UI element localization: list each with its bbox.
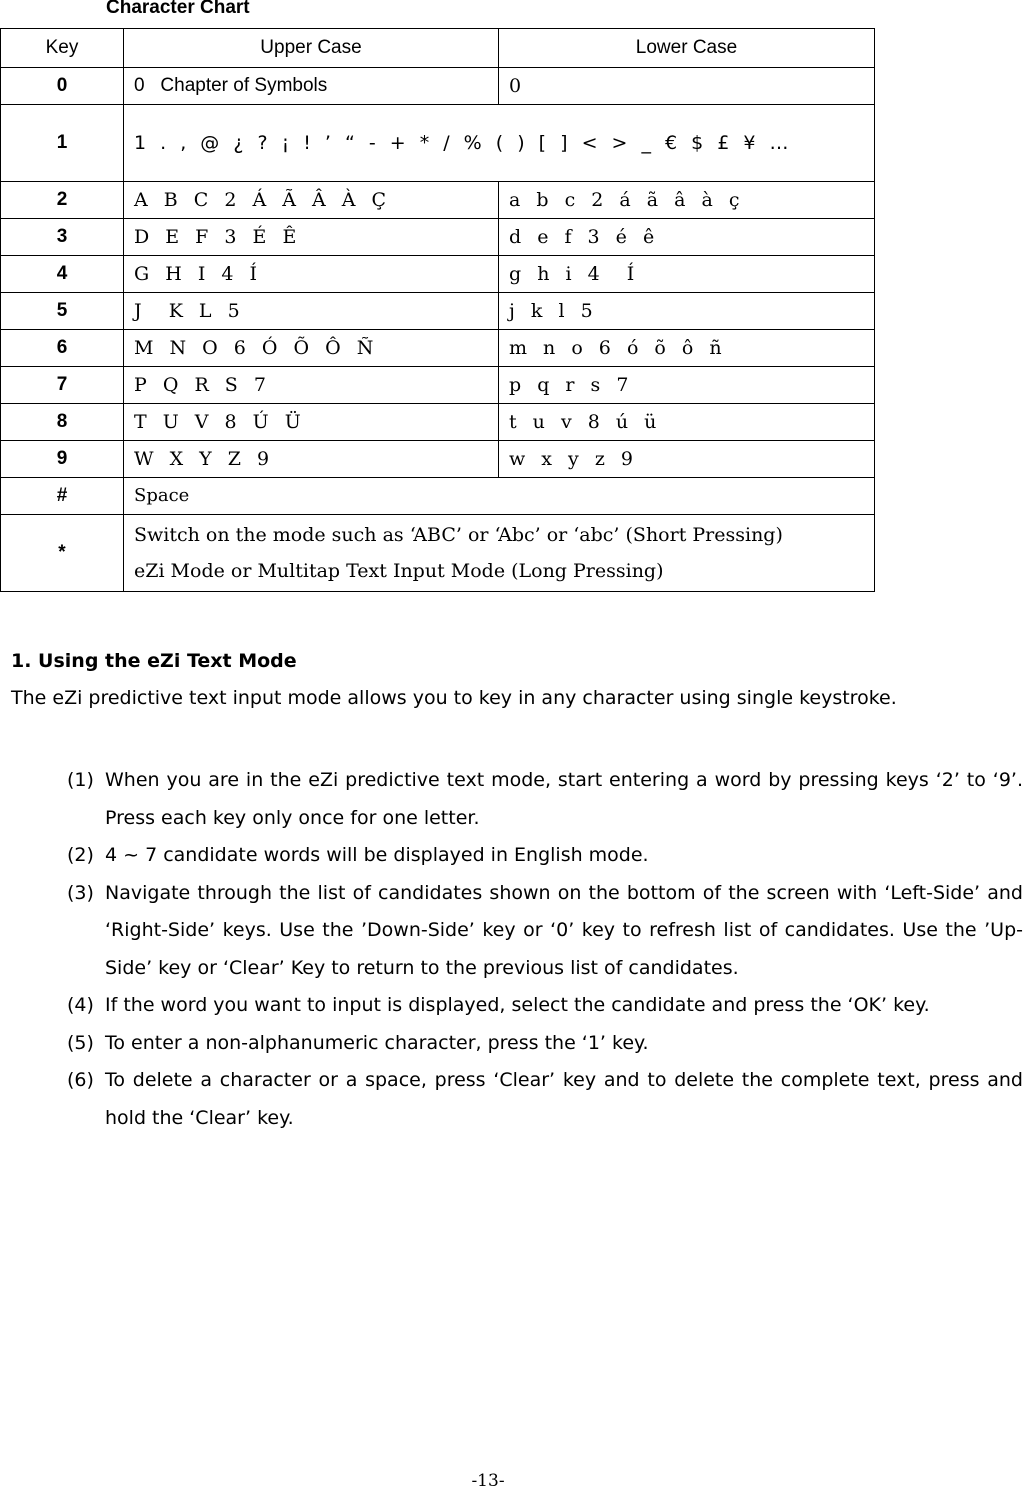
- row-lower: g h i 4 Í: [499, 256, 875, 293]
- row-key: 9: [1, 441, 124, 478]
- step-number: (5): [67, 1031, 94, 1054]
- table-row: [1, 330, 875, 367]
- steps-list: [67, 762, 1023, 1137]
- row-lower: m n o 6 ó õ ô ñ: [499, 330, 875, 367]
- row-lower: w x y z 9: [499, 441, 875, 478]
- row-key: 5: [1, 293, 124, 330]
- table-row: [1, 515, 875, 592]
- chart-title: Character Chart: [106, 0, 250, 18]
- row-key: *: [1, 515, 124, 592]
- table-row: [1, 105, 875, 182]
- row-upper: A B C 2 Á Ã Â À Ç: [124, 182, 499, 219]
- row-key: 4: [1, 256, 124, 293]
- table-row: [1, 293, 875, 330]
- row-symbols: 1 . , @ ¿ ? ¡ ! ’ “ - + * / % ( ) [ ] < > _ € $ £ ¥ …: [124, 105, 875, 182]
- row-upper: P Q R S 7: [124, 367, 499, 404]
- row-space: Space: [124, 478, 875, 515]
- step-text: To delete a character or a space, press ‘Clear’ key and to delete the complete text, press and hold the ‘Clear’ key.: [105, 1069, 1023, 1129]
- row-key: 3: [1, 219, 124, 256]
- step-text: To enter a non-alphanumeric character, press the ‘1’ key.: [105, 1031, 649, 1054]
- section-intro: The eZi predictive text input mode allows you to key in any character using single keystroke.: [11, 687, 897, 709]
- row-key: 2: [1, 182, 124, 219]
- table-header-row: [1, 29, 875, 68]
- row-lower: t u v 8 ú ü: [499, 404, 875, 441]
- table-row: [1, 68, 875, 105]
- step-number: (4): [67, 994, 94, 1016]
- row-lower: d e f 3 é ê: [499, 219, 875, 256]
- step-text: Navigate through the list of candidates shown on the bottom of the screen with ‘Left-Side’ and ‘Right-Side’ keys. Use the ’Down-Side’ key or ‘0’ key to refresh list of candidates. Use the ’Up-Side’ key or ‘Clear’ Key to return to the previous list of candidates.: [105, 881, 1023, 979]
- mode-switch-line-2: eZi Mode or Multitap Text Input Mode (Long Pressing): [134, 560, 664, 582]
- character-chart-table: [0, 28, 875, 592]
- row-key: 8: [1, 404, 124, 441]
- row-key: #: [1, 478, 124, 515]
- table-row: [1, 219, 875, 256]
- row-key: 6: [1, 330, 124, 367]
- row-lower: p q r s 7: [499, 367, 875, 404]
- table-row: [1, 441, 875, 478]
- header-lower-case: Lower Case: [499, 29, 875, 68]
- page-number: -13-: [471, 1471, 505, 1491]
- list-item: [67, 987, 1023, 1025]
- list-item: [67, 1062, 1023, 1137]
- row-upper: 0 Chapter of Symbols: [124, 68, 499, 105]
- table-row: [1, 256, 875, 293]
- row-upper: D E F 3 É Ê: [124, 219, 499, 256]
- row-lower: a b c 2 á ã â à ç: [499, 182, 875, 219]
- section-title: 1. Using the eZi Text Mode: [11, 650, 297, 672]
- table-row: [1, 478, 875, 515]
- row-lower: j k l 5: [499, 293, 875, 330]
- row-key: 7: [1, 367, 124, 404]
- row-key: 1: [1, 105, 124, 182]
- step-number: (3): [67, 881, 94, 904]
- row-key: 0: [1, 68, 124, 105]
- row-mode-switch: [124, 515, 875, 592]
- row-upper: J K L 5: [124, 293, 499, 330]
- list-item: [67, 875, 1023, 988]
- list-item: [67, 762, 1023, 837]
- step-text: When you are in the eZi predictive text mode, start entering a word by pressing keys ‘2’ to ‘9’. Press each key only once for one letter.: [105, 769, 1023, 829]
- row-upper: M N O 6 Ó Õ Ô Ñ: [124, 330, 499, 367]
- list-item: [67, 837, 1023, 875]
- table-row: [1, 367, 875, 404]
- header-upper-case: Upper Case: [124, 29, 499, 68]
- table-row: [1, 404, 875, 441]
- header-key: Key: [1, 29, 124, 68]
- table-row: [1, 182, 875, 219]
- step-number: (6): [67, 1069, 94, 1091]
- step-number: (1): [67, 769, 94, 791]
- row-upper: T U V 8 Ú Ü: [124, 404, 499, 441]
- list-item: [67, 1025, 1023, 1063]
- row-lower: 0: [499, 68, 875, 105]
- step-text: 4 ~ 7 candidate words will be displayed in English mode.: [105, 844, 649, 866]
- step-number: (2): [67, 844, 94, 866]
- row-upper: G H I 4 Í: [124, 256, 499, 293]
- mode-switch-line-1: Switch on the mode such as ‘ABC’ or ‘Abc’ or ‘abc’ (Short Pressing): [134, 524, 783, 546]
- step-text: If the word you want to input is displayed, select the candidate and press the ‘OK’ key.: [105, 994, 930, 1016]
- row-upper: W X Y Z 9: [124, 441, 499, 478]
